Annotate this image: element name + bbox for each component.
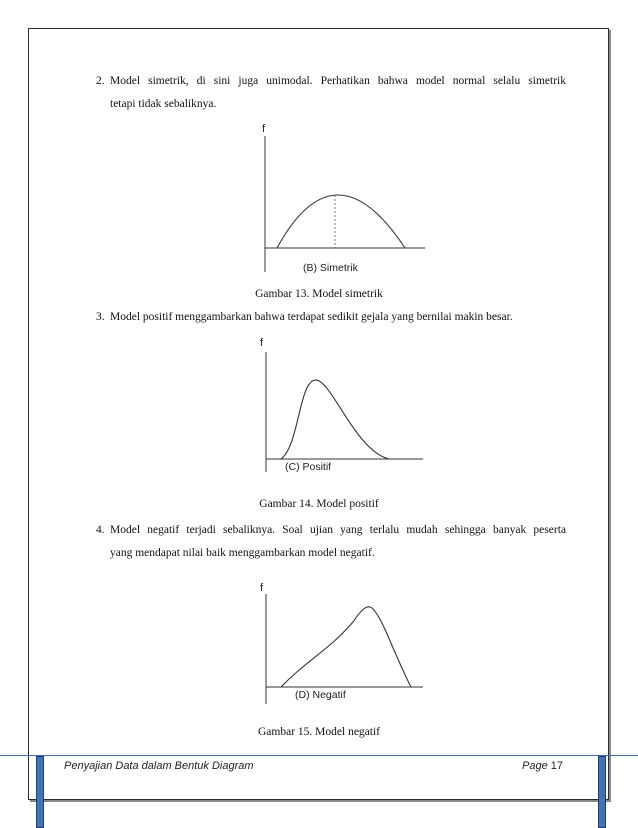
figure-positif [257, 336, 437, 476]
axis-label: f [262, 123, 266, 135]
list-text-line: yang mendapat nilai baik menggambarkan model negatif. [110, 547, 375, 559]
page-number: 17 [550, 760, 564, 772]
figure-negatif [257, 570, 437, 710]
page-label: Page [522, 760, 548, 772]
curve-label: (D) Negatif [295, 689, 346, 701]
list-text-line: tetapi tidak sebaliknya. [110, 98, 217, 110]
footer-accent-left [36, 756, 44, 828]
list-text-line: Model simetrik, di sini juga unimodal. Perhatikan bahwa model normal selalu simetrik [110, 75, 566, 87]
list-number: 4. [96, 524, 105, 536]
caption-13: Gambar 13. Model simetrik [255, 288, 383, 300]
footer-divider [0, 755, 638, 756]
list-item-negatif [96, 519, 566, 569]
positive-skew-curve [281, 380, 389, 459]
footer-title: Penyajian Data dalam Bentuk Diagram [64, 760, 254, 772]
list-text-line: Model positif menggambarkan bahwa terdapat sedikit gejala yang bernilai makin besar. [110, 311, 513, 323]
footer-accent-right [598, 756, 606, 828]
symmetric-curve [277, 195, 405, 248]
axis-label: f [260, 582, 264, 594]
curve-label: (B) Simetrik [303, 262, 358, 274]
list-number: 3. [96, 311, 105, 323]
caption-15: Gambar 15. Model negatif [258, 726, 380, 738]
caption-14: Gambar 14. Model positif [259, 498, 379, 510]
figure-simetrik [255, 120, 435, 280]
list-text-line: Model negatif terjadi sebaliknya. Soal ujian yang terlalu mudah sehingga banyak peserta [110, 524, 566, 536]
list-number: 2. [96, 75, 105, 87]
axis-label: f [260, 337, 264, 349]
list-item-simetrik [96, 70, 566, 120]
negative-skew-curve [281, 607, 411, 687]
list-item-positif [96, 306, 566, 330]
curve-label: (C) Positif [285, 461, 332, 473]
footer-page [522, 760, 563, 772]
